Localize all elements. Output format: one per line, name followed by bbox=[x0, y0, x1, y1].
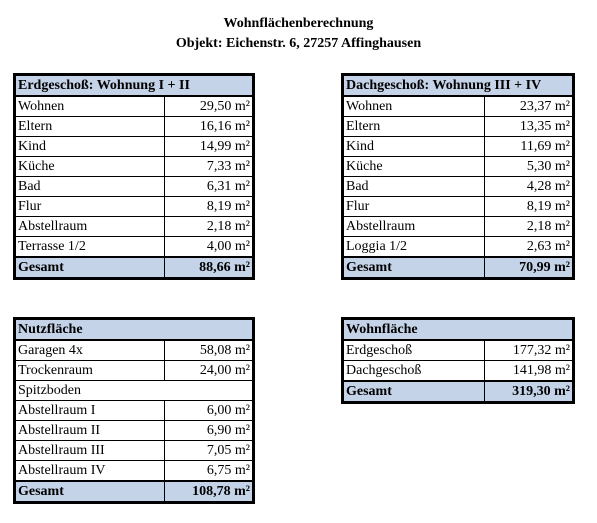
table-row bbox=[16, 217, 253, 237]
total-row bbox=[16, 481, 253, 502]
row-label: Bad bbox=[16, 177, 165, 197]
row-label: Abstellraum III bbox=[16, 441, 165, 461]
row-value: 8,19 m² bbox=[165, 197, 253, 217]
row-label: Abstellraum II bbox=[16, 421, 165, 441]
table-row bbox=[344, 137, 573, 157]
table-row bbox=[16, 137, 253, 157]
row-value: 141,98 m² bbox=[485, 361, 573, 382]
table-row bbox=[16, 197, 253, 217]
dachgeschoss-table bbox=[343, 75, 573, 278]
table-row bbox=[16, 340, 253, 361]
row-label: Dachgeschoß bbox=[344, 361, 485, 382]
row-label: Eltern bbox=[16, 117, 165, 137]
row-value: 4,28 m² bbox=[485, 177, 573, 197]
row-label: Küche bbox=[16, 157, 165, 177]
table-row bbox=[344, 237, 573, 258]
table-row bbox=[16, 177, 253, 197]
table-row bbox=[344, 340, 573, 361]
row-label: Flur bbox=[344, 197, 485, 217]
row-value: 6,31 m² bbox=[165, 177, 253, 197]
row-value: 2,63 m² bbox=[485, 237, 573, 258]
total-label: Gesamt bbox=[16, 257, 165, 278]
nutzflaeche-header: Nutzfläche bbox=[16, 320, 253, 341]
total-label: Gesamt bbox=[344, 257, 485, 278]
table-row bbox=[344, 157, 573, 177]
row-label: Abstellraum bbox=[344, 217, 485, 237]
table-header-row bbox=[16, 320, 253, 341]
table-header-row bbox=[344, 76, 573, 97]
row-value: 6,75 m² bbox=[165, 461, 253, 482]
erdgeschoss-header: Erdgeschoß: Wohnung I + II bbox=[16, 76, 253, 97]
row-value: 7,05 m² bbox=[165, 441, 253, 461]
total-row bbox=[344, 257, 573, 278]
row-label: Spitzboden bbox=[16, 381, 253, 401]
table-row bbox=[16, 237, 253, 258]
wohnflaeche-header: Wohnfläche bbox=[344, 320, 573, 341]
total-value: 88,66 m² bbox=[165, 257, 253, 278]
row-label: Loggia 1/2 bbox=[344, 237, 485, 258]
row-value: 5,30 m² bbox=[485, 157, 573, 177]
row-value: 2,18 m² bbox=[165, 217, 253, 237]
row-value: 7,33 m² bbox=[165, 157, 253, 177]
table-row bbox=[16, 96, 253, 117]
dachgeschoss-header: Dachgeschoß: Wohnung III + IV bbox=[344, 76, 573, 97]
table-row bbox=[16, 421, 253, 441]
row-label: Garagen 4x bbox=[16, 340, 165, 361]
total-label: Gesamt bbox=[16, 481, 165, 502]
row-value: 4,00 m² bbox=[165, 237, 253, 258]
table-header-row bbox=[344, 320, 573, 341]
row-label: Wohnen bbox=[344, 96, 485, 117]
row-label: Kind bbox=[16, 137, 165, 157]
table-header-row bbox=[16, 76, 253, 97]
row-value: 177,32 m² bbox=[485, 340, 573, 361]
table-row bbox=[344, 197, 573, 217]
row-value: 58,08 m² bbox=[165, 340, 253, 361]
row-label: Trockenraum bbox=[16, 361, 165, 381]
document-title: Wohnflächenberechnung bbox=[223, 16, 374, 31]
row-value: 6,90 m² bbox=[165, 421, 253, 441]
row-value: 13,35 m² bbox=[485, 117, 573, 137]
row-value: 23,37 m² bbox=[485, 96, 573, 117]
table-row bbox=[16, 117, 253, 137]
row-label: Küche bbox=[344, 157, 485, 177]
wohnflaeche-table bbox=[343, 319, 573, 402]
row-value: 24,00 m² bbox=[165, 361, 253, 381]
total-value: 319,30 m² bbox=[485, 381, 573, 402]
document-subtitle: Objekt: Eichenstr. 6, 27257 Affinghausen bbox=[175, 36, 422, 51]
row-value: 16,16 m² bbox=[165, 117, 253, 137]
row-value: 29,50 m² bbox=[165, 96, 253, 117]
row-label: Wohnen bbox=[16, 96, 165, 117]
row-value: 11,69 m² bbox=[485, 137, 573, 157]
row-label: Flur bbox=[16, 197, 165, 217]
total-row bbox=[344, 381, 573, 402]
total-value: 108,78 m² bbox=[165, 481, 253, 502]
nutzflaeche-table bbox=[15, 319, 253, 502]
total-label: Gesamt bbox=[344, 381, 485, 402]
row-label: Kind bbox=[344, 137, 485, 157]
row-label: Terrasse 1/2 bbox=[16, 237, 165, 258]
row-label: Abstellraum IV bbox=[16, 461, 165, 482]
table-row bbox=[16, 157, 253, 177]
row-label: Eltern bbox=[344, 117, 485, 137]
table-row bbox=[344, 96, 573, 117]
row-value: 8,19 m² bbox=[485, 197, 573, 217]
table-row bbox=[16, 461, 253, 482]
row-label: Bad bbox=[344, 177, 485, 197]
table-row bbox=[16, 381, 253, 401]
erdgeschoss-table bbox=[15, 75, 253, 278]
row-value: 2,18 m² bbox=[485, 217, 573, 237]
table-row bbox=[344, 361, 573, 382]
table-row bbox=[16, 441, 253, 461]
row-label: Abstellraum bbox=[16, 217, 165, 237]
row-label: Abstellraum I bbox=[16, 401, 165, 421]
table-row bbox=[344, 117, 573, 137]
table-row bbox=[344, 177, 573, 197]
total-value: 70,99 m² bbox=[485, 257, 573, 278]
table-row bbox=[16, 361, 253, 381]
total-row bbox=[16, 257, 253, 278]
document-title-block bbox=[0, 14, 597, 54]
table-row bbox=[344, 217, 573, 237]
table-row bbox=[16, 401, 253, 421]
row-label: Erdgeschoß bbox=[344, 340, 485, 361]
row-value: 6,00 m² bbox=[165, 401, 253, 421]
row-value: 14,99 m² bbox=[165, 137, 253, 157]
